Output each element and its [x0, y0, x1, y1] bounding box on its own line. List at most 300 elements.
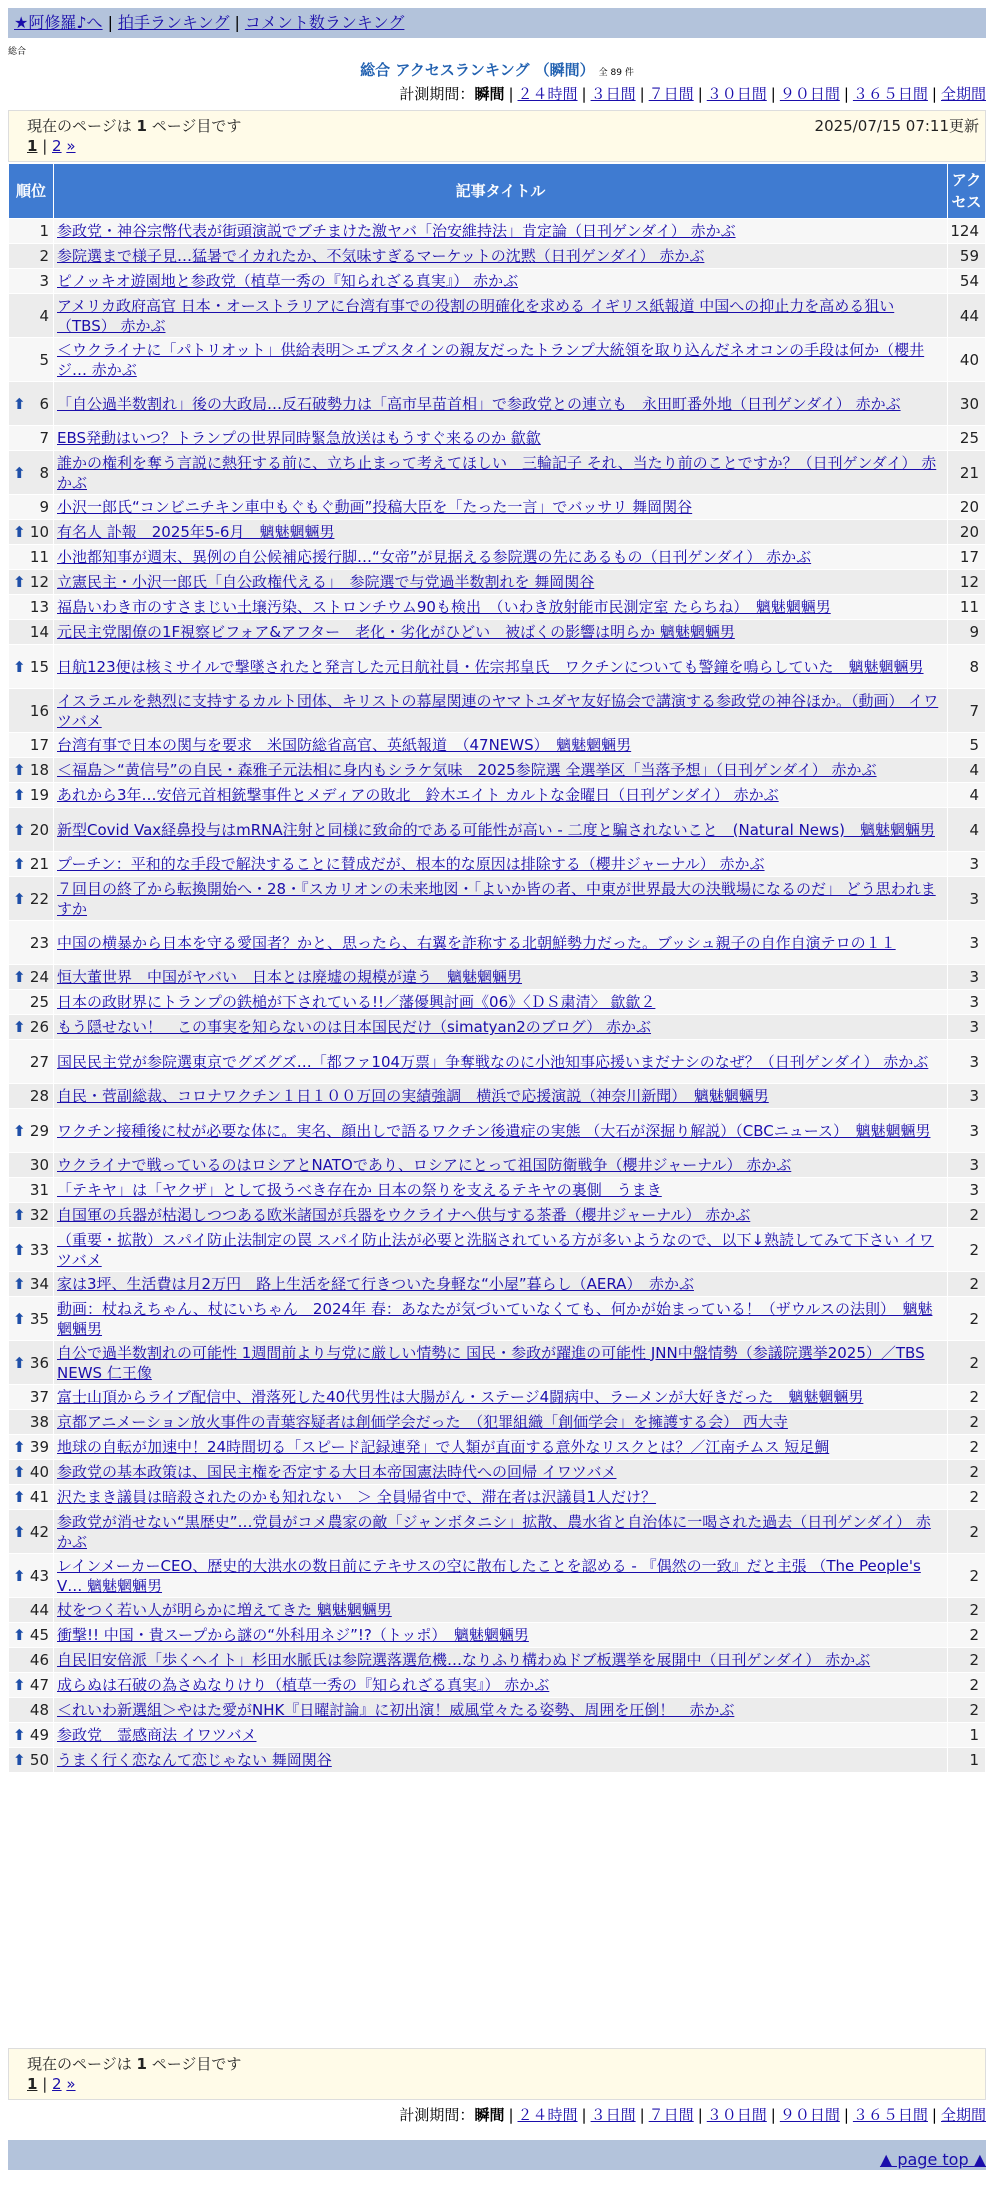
article-link[interactable]: 衝撃!! 中国・貴スープから謎の“外科用ネジ”!?（トッポ） 魑魅魍魎男: [57, 1626, 529, 1644]
period-link[interactable]: 全期間: [940, 85, 986, 103]
rank-cell: [9, 1385, 54, 1410]
article-link[interactable]: レインメーカーCEO、歴史的大洪水の数日前にテキサスの空に散布したことを認める - 『偶然の一致』だと主張 （The People's V… 魑魅魍魎男: [57, 1556, 921, 1595]
page-status-prefix: 現在のページは: [27, 2055, 137, 2073]
title-cell: [54, 1460, 948, 1485]
access-count: 20: [948, 520, 986, 545]
article-link[interactable]: 富士山頂からライブ配信中、滑落死した40代男性は大腸がん・ステージ4闘病中、ラーメンが大好きだった 魑魅魍魎男: [57, 1388, 864, 1406]
period-label: 計測期間：: [399, 85, 475, 103]
article-link[interactable]: アメリカ政府高官 日本・オーストラリアに台湾有事での役割の明確化を求める イギリス紙報道 中国への抑止力を高める狙い（TBS） 赤かぶ: [57, 296, 895, 335]
article-link[interactable]: 参院選まで様子見…猛暑でイカれたか、不気味すぎるマーケットの沈黙（日刊ゲンダイ） 赤かぶ: [57, 247, 705, 265]
col-title-header: 記事タイトル: [54, 164, 948, 219]
period-link[interactable]: ７日間: [648, 85, 694, 103]
title-cell: [54, 758, 948, 783]
rank-number: 44: [29, 1601, 49, 1619]
rank-number: 26: [29, 1018, 49, 1036]
article-link[interactable]: 自民・菅副総裁、コロナワクチン１日１００万回の実績強調 横浜で応援演説（神奈川新聞） 魑魅魍魎男: [57, 1087, 769, 1105]
rank-number: 1: [39, 222, 49, 240]
access-count: 11: [948, 595, 986, 620]
rank-number: 19: [29, 786, 49, 804]
table-row: [9, 545, 986, 570]
rank-up-arrow-icon: ⬆: [13, 1488, 26, 1506]
rank-up-arrow-icon: ⬆: [13, 523, 26, 541]
rank-cell: [9, 1598, 54, 1623]
access-count: 20: [948, 495, 986, 520]
pagination: [27, 137, 76, 155]
title-cell: [54, 495, 948, 520]
rank-cell: [9, 1673, 54, 1698]
rank-cell: [9, 877, 54, 921]
rank-number: 10: [29, 523, 49, 541]
title-cell: [54, 1485, 948, 1510]
article-link[interactable]: 京都アニメーション放火事件の青葉容疑者は創価学会だった （犯罪組織「創価学会」を擁護する会） 西大寺: [57, 1413, 788, 1431]
article-link[interactable]: 立憲民主・小沢一郎氏「自公政権代える」 参院選で与党過半数割れを 舞岡関谷: [57, 573, 595, 591]
rank-cell: [9, 1040, 54, 1084]
rank-cell: [9, 990, 54, 1015]
period-separator: |: [581, 85, 587, 103]
rank-number: 37: [29, 1388, 49, 1406]
pagination-separator: |: [37, 137, 53, 155]
article-link[interactable]: 家は3坪、生活費は月2万円 路上生活を経て行きついた身軽な“小屋”暮らし（AERA） 赤かぶ: [57, 1275, 694, 1293]
article-link[interactable]: 福島いわき市のすさまじい土壌汚染、ストロンチウム90も検出 （いわき放射能市民測定室 たらちね） 魑魅魍魎男: [57, 598, 831, 616]
table-row: [9, 990, 986, 1015]
rank-number: 12: [29, 573, 49, 591]
article-link[interactable]: ワクチン接種後に杖が必要な体に。実名、顔出しで語るワクチン後遺症の実態 （大石が深掘り解説）（CBCニュース） 魑魅魍魎男: [57, 1121, 931, 1140]
pagination-next[interactable]: »: [66, 137, 76, 155]
article-link[interactable]: ピノッキオ遊園地と参政党（植草一秀の『知られざる真実』） 赤かぶ: [57, 272, 519, 290]
rank-number: 24: [29, 968, 49, 986]
table-row: [9, 244, 986, 269]
rank-cell: [9, 382, 54, 426]
rank-number: 34: [29, 1275, 49, 1293]
article-link[interactable]: ７回目の終了から転換開始へ・28・『スカリオンの未来地図・「よいか皆の者、中東が世界最大の決戦場になるのだ」 どう思われますか: [57, 879, 936, 918]
article-link[interactable]: ＜福島＞“黄信号”の自民・森雅子元法相に身内もシラケ気味 2025参院選 全選挙区「当落予想」（日刊ゲンダイ） 赤かぶ: [57, 761, 877, 779]
rank-up-arrow-icon: ⬆: [13, 1206, 26, 1224]
title-cell: [54, 520, 948, 545]
title-cell: [54, 1040, 948, 1084]
period-link[interactable]: ９０日間: [779, 85, 840, 103]
table-row: [9, 1228, 986, 1272]
period-separator: |: [697, 85, 703, 103]
rank-cell: [9, 1084, 54, 1109]
rank-number: 36: [29, 1353, 49, 1372]
title-cell: [54, 244, 948, 269]
period-link[interactable]: ３０日間: [706, 2106, 767, 2124]
item-count: 全 89 件: [598, 68, 634, 78]
table-row: [9, 921, 986, 965]
rank-cell: [9, 620, 54, 645]
article-link[interactable]: 沢たまき議員は暗殺されたのかも知れない ＞ 全員帰省中で、滞在者は沢議員1人だけ？: [57, 1488, 657, 1506]
rank-number: 22: [29, 889, 49, 908]
period-link[interactable]: ２４時間: [517, 85, 578, 103]
access-count: 2: [948, 1673, 986, 1698]
rank-cell: [9, 1153, 54, 1178]
rank-cell: [9, 495, 54, 520]
page-status: [27, 2053, 241, 2074]
access-count: 17: [948, 545, 986, 570]
title-cell: [54, 1410, 948, 1435]
table-row: [9, 294, 986, 338]
rank-up-arrow-icon: ⬆: [13, 1676, 26, 1694]
article-link[interactable]: 国民民主党が参院選東京でグズグズ…「都ファ104万票」争奪戦なのに小池知事応援いまだナシのなぜ？（日刊ゲンダイ） 赤かぶ: [57, 1052, 929, 1071]
rank-cell: [9, 733, 54, 758]
rank-number: 16: [29, 701, 49, 720]
rank-up-arrow-icon: ⬆: [13, 1018, 26, 1036]
article-link[interactable]: 杖をつく若い人が明らかに増えてきた 魑魅魍魎男: [57, 1601, 392, 1619]
title-cell: [54, 1228, 948, 1272]
rank-number: 4: [39, 306, 49, 325]
title-cell: [54, 545, 948, 570]
table-row: [9, 1460, 986, 1485]
title-cell: [54, 595, 948, 620]
rank-up-arrow-icon: ⬆: [13, 1438, 26, 1456]
access-count: 1: [948, 1748, 986, 1773]
table-row: [9, 1203, 986, 1228]
access-count: 21: [948, 451, 986, 495]
table-row: [9, 1040, 986, 1084]
table-row: [9, 645, 986, 689]
access-count: 2: [948, 1203, 986, 1228]
rank-cell: [9, 1623, 54, 1648]
rank-cell: [9, 1228, 54, 1272]
table-row: [9, 1554, 986, 1598]
rank-number: 8: [39, 463, 49, 482]
rank-cell: [9, 520, 54, 545]
page-status: [27, 115, 241, 136]
title-cell: [54, 382, 948, 426]
article-link[interactable]: 参政党の基本政策は、国民主権を否定する大日本帝国憲法時代への回帰 イワツバメ: [57, 1463, 617, 1481]
pagination-next[interactable]: »: [66, 2075, 76, 2093]
article-link[interactable]: 日本の政財界にトランプの鉄槌が下されている!!／藩優興討画《06》〈ＤＳ粛清〉 歙歙２: [57, 993, 656, 1011]
rank-number: 21: [29, 855, 49, 873]
page-status-prefix: 現在のページは: [27, 117, 137, 135]
period-separator: |: [697, 2106, 703, 2124]
title-cell: [54, 1598, 948, 1623]
article-link[interactable]: 恒大董世界 中国がヤバい 日本とは廃墟の規模が違う 魑魅魍魎男: [57, 968, 523, 986]
access-count: 7: [948, 689, 986, 733]
table-row: [9, 1510, 986, 1554]
article-link[interactable]: 参政党が消せない“黒歴史”…党員がコメ農家の敵「ジャンボタニシ」拡散、農水省と自治体に一喝された過去（日刊ゲンダイ） 赤かぶ: [57, 1512, 931, 1551]
article-link[interactable]: もう隠せない！ この事実を知らないのは日本国民だけ（simatyan2のブログ） 赤かぶ: [57, 1018, 652, 1036]
updated-timestamp: 2025/07/15 07:11更新: [814, 117, 979, 135]
article-link[interactable]: あれから3年…安倍元首相銃撃事件とメディアの敗北 鈴木エイト カルトな金曜日（日刊ゲンダイ） 赤かぶ: [57, 786, 779, 804]
article-link[interactable]: 小池都知事が週末、異例の自公候補応援行脚…“女帝”が見据える参院選の先にあるもの（日刊ゲンダイ） 赤かぶ: [57, 548, 812, 566]
article-link[interactable]: 地球の自転が加速中！24時間切る「スピード記録連発」で人類が直面する意外なリスクとは？／江南チムス 短足鯛: [57, 1438, 830, 1456]
access-count: 3: [948, 965, 986, 990]
rank-cell: [9, 1748, 54, 1773]
title-cell: [54, 1272, 948, 1297]
access-count: 3: [948, 1015, 986, 1040]
access-count: 2: [948, 1510, 986, 1554]
rank-cell: [9, 294, 54, 338]
rank-cell: [9, 595, 54, 620]
period-separator: |: [931, 2106, 937, 2124]
comment-ranking-link[interactable]: コメント数ランキング: [244, 13, 405, 32]
clap-ranking-link[interactable]: 拍手ランキング: [117, 13, 230, 32]
period-current: 瞬間: [474, 85, 505, 103]
rank-up-arrow-icon: ⬆: [13, 394, 26, 413]
access-count: 2: [948, 1554, 986, 1598]
pagination-separator: |: [37, 2075, 53, 2093]
rank-cell: [9, 1015, 54, 1040]
access-count: 2: [948, 1297, 986, 1341]
rank-up-arrow-icon: ⬆: [13, 1240, 26, 1259]
article-link[interactable]: 有名人 訃報 2025年5-6月 魑魅魍魎男: [57, 523, 335, 541]
table-row: [9, 338, 986, 382]
page-title: [0, 60, 994, 83]
rank-up-arrow-icon: ⬆: [13, 1522, 26, 1541]
article-link[interactable]: 誰かの権利を奪う言説に熱狂する前に、立ち止まって考えてほしい 三輪記子 それ、当たり前のことですか？（日刊ゲンダイ） 赤かぶ: [57, 453, 937, 492]
article-link[interactable]: ウクライナで戦っているのはロシアとNATOであり、ロシアにとって祖国防衛戦争（櫻井ジャーナル） 赤かぶ: [57, 1156, 792, 1174]
access-count: 2: [948, 1460, 986, 1485]
title-cell: [54, 808, 948, 852]
access-count: 4: [948, 783, 986, 808]
table-row: [9, 852, 986, 877]
rank-cell: [9, 1341, 54, 1385]
rank-cell: [9, 570, 54, 595]
table-row: [9, 426, 986, 451]
table-row: [9, 1648, 986, 1673]
title-cell: [54, 1297, 948, 1341]
rank-up-arrow-icon: ⬆: [13, 1751, 26, 1769]
rank-up-arrow-icon: ⬆: [13, 968, 26, 986]
rank-number: 46: [29, 1651, 49, 1669]
rank-number: 42: [29, 1522, 49, 1541]
table-row: [9, 620, 986, 645]
pagination: [27, 2075, 76, 2093]
access-count: 9: [948, 620, 986, 645]
rank-number: 48: [29, 1701, 49, 1719]
title-cell: [54, 426, 948, 451]
table-row: [9, 451, 986, 495]
rank-cell: [9, 689, 54, 733]
rank-cell: [9, 426, 54, 451]
rank-number: 43: [29, 1566, 49, 1585]
period-link[interactable]: 全期間: [940, 2106, 986, 2124]
access-count: 3: [948, 1084, 986, 1109]
rank-cell: [9, 921, 54, 965]
access-count: 2: [948, 1410, 986, 1435]
article-link[interactable]: 「自公過半数割れ」後の大政局…反石破勢力は「高市早苗首相」で参政党との連立も 永田町番外地（日刊ゲンダイ） 赤かぶ: [57, 394, 901, 413]
rank-cell: [9, 758, 54, 783]
access-count: 3: [948, 990, 986, 1015]
table-row: [9, 1272, 986, 1297]
rank-number: 47: [29, 1676, 49, 1694]
table-row: [9, 1341, 986, 1385]
title-cell: [54, 1178, 948, 1203]
period-link[interactable]: ３０日間: [706, 85, 767, 103]
rank-number: 18: [29, 761, 49, 779]
title-cell: [54, 645, 948, 689]
title-cell: [54, 965, 948, 990]
rank-up-arrow-icon: ⬆: [13, 657, 26, 676]
rank-cell: [9, 338, 54, 382]
access-count: 4: [948, 758, 986, 783]
rank-cell: [9, 1297, 54, 1341]
rank-up-arrow-icon: ⬆: [13, 1726, 26, 1744]
access-count: 2: [948, 1385, 986, 1410]
period-link[interactable]: ２４時間: [517, 2106, 578, 2124]
table-row: [9, 520, 986, 545]
page-status-suffix: ページ目です: [146, 2055, 242, 2073]
table-row: [9, 269, 986, 294]
rank-number: 38: [29, 1413, 49, 1431]
title-cell: [54, 1648, 948, 1673]
rank-cell: [9, 808, 54, 852]
table-row: [9, 1410, 986, 1435]
article-link[interactable]: うまく行く恋なんて恋じゃない 舞岡関谷: [57, 1751, 332, 1769]
table-row: [9, 382, 986, 426]
nav-separator: |: [234, 13, 240, 32]
article-link[interactable]: 自公で過半数割れの可能性 1週間前より与党に厳しい情勢に 国民・参政が躍進の可能性 JNN中盤情勢（参議院選挙2025）／TBS NEWS 仁王像: [57, 1343, 925, 1382]
period-separator: |: [843, 85, 849, 103]
article-link[interactable]: 参政党・神谷宗幣代表が街頭演説でブチまけた激ヤバ「治安維持法」肯定論（日刊ゲンダイ） 赤かぶ: [57, 222, 736, 240]
access-count: 5: [948, 733, 986, 758]
rank-cell: [9, 545, 54, 570]
access-count: 3: [948, 852, 986, 877]
period-link[interactable]: ３６５日間: [852, 85, 928, 103]
article-link[interactable]: 日航123便は核ミサイルで撃墜されたと発言した元日航社員・佐宗邦皇氏 ワクチンについても警鐘を鳴らしていた 魑魅魍魎男: [57, 657, 924, 676]
article-link[interactable]: EBS発動はいつ？トランプの世界同時緊急放送はもうすぐ来るのか 歙歙: [57, 429, 541, 447]
page-top-link[interactable]: ▲ page top ▲: [879, 2150, 986, 2169]
rank-number: 50: [29, 1751, 49, 1769]
table-row: [9, 595, 986, 620]
article-link[interactable]: 小沢一郎氏“コンビニチキン車中もぐもぐ動画”投稿大臣を「たった一言」でバッサリ 舞岡関谷: [57, 498, 693, 516]
table-row: [9, 570, 986, 595]
period-link[interactable]: ３６５日間: [852, 2106, 928, 2124]
title-cell: [54, 1673, 948, 1698]
period-link[interactable]: ７日間: [648, 2106, 694, 2124]
rank-cell: [9, 965, 54, 990]
period-selector-top: [399, 84, 986, 104]
page-status-number: 1: [136, 117, 147, 135]
period-separator: |: [843, 2106, 849, 2124]
rank-number: 7: [39, 429, 49, 447]
article-link[interactable]: 「テキヤ」は「ヤクザ」として扱うべき存在か 日本の祭りを支えるテキヤの裏側 うまき: [57, 1181, 662, 1199]
title-cell: [54, 269, 948, 294]
title-cell: [54, 921, 948, 965]
period-separator: |: [931, 85, 937, 103]
article-link[interactable]: 新型Covid Vax経鼻投与はmRNA注射と同様に致命的である可能性が高い - 二度と騙されないこと (Natural News) 魑魅魍魎男: [57, 820, 935, 839]
rank-number: 2: [39, 247, 49, 265]
ranking-table-wrap: [8, 163, 986, 1773]
article-link[interactable]: （重要・拡散）スパイ防止法制定の罠 スパイ防止法が必要と洗脳されている方が多いようなので、以下↓熟読してみて下さい イワツバメ: [57, 1230, 934, 1269]
period-separator: |: [639, 2106, 645, 2124]
rank-number: 13: [29, 598, 49, 616]
period-separator: |: [508, 85, 514, 103]
page-status-number: 1: [136, 2055, 147, 2073]
rank-number: 35: [29, 1309, 49, 1328]
article-link[interactable]: 元民主党閣僚の1F視察ビフォア&アフター 老化・劣化がひどい 被ばくの影響は明らか 魑魅魍魎男: [57, 623, 735, 641]
top-nav-bar: [8, 8, 986, 38]
rank-number: 11: [29, 548, 49, 566]
access-count: 59: [948, 244, 986, 269]
article-link[interactable]: プーチン：平和的な手段で解決することに賛成だが、根本的な原因は排除する（櫻井ジャーナル） 赤かぶ: [57, 855, 765, 873]
rank-cell: [9, 219, 54, 244]
title-cell: [54, 1435, 948, 1460]
title-cell: [54, 338, 948, 382]
table-row: [9, 1485, 986, 1510]
table-row: [9, 1385, 986, 1410]
article-link[interactable]: 成らぬは石破の為さぬなりけり（植草一秀の『知られざる真実』） 赤かぶ: [57, 1676, 550, 1694]
access-count: 2: [948, 1485, 986, 1510]
rank-cell: [9, 1460, 54, 1485]
access-count: 3: [948, 921, 986, 965]
col-rank-header: 順位: [9, 164, 54, 219]
article-link[interactable]: 中国の横暴から日本を守る愛国者？かと、思ったら、右翼を詐称する北朝鮮勢力だった。ブッシュ親子の自作自演テロの１１: [57, 933, 896, 952]
rank-cell: [9, 1203, 54, 1228]
title-cell: [54, 1698, 948, 1723]
rank-number: 23: [29, 933, 49, 952]
table-row: [9, 1015, 986, 1040]
rank-cell: [9, 1109, 54, 1153]
rank-cell: [9, 1178, 54, 1203]
period-link[interactable]: ３日間: [590, 2106, 636, 2124]
rank-up-arrow-icon: ⬆: [13, 761, 26, 779]
period-link[interactable]: ３日間: [590, 85, 636, 103]
rank-number: 39: [29, 1438, 49, 1456]
title-cell: [54, 1385, 948, 1410]
rank-cell: [9, 1648, 54, 1673]
period-link[interactable]: ９０日間: [779, 2106, 840, 2124]
rank-number: 29: [29, 1121, 49, 1140]
rank-up-arrow-icon: ⬆: [13, 1121, 26, 1140]
pagination-link[interactable]: 2: [52, 137, 62, 155]
article-link[interactable]: 自民旧安倍派「歩くヘイト」杉田水脈氏は参院選落選危機…なりふり構わぬドブ板選挙を展開中（日刊ゲンダイ） 赤かぶ: [57, 1651, 871, 1669]
rank-up-arrow-icon: ⬆: [13, 820, 26, 839]
table-row: [9, 1723, 986, 1748]
table-row: [9, 1698, 986, 1723]
period-label: 計測期間：: [399, 2106, 475, 2124]
access-count: 2: [948, 1341, 986, 1385]
rank-up-arrow-icon: ⬆: [13, 1309, 26, 1328]
rank-cell: [9, 645, 54, 689]
rank-cell: [9, 1410, 54, 1435]
rank-number: 28: [29, 1087, 49, 1105]
access-count: 2: [948, 1623, 986, 1648]
title-cell: [54, 733, 948, 758]
period-separator: |: [639, 85, 645, 103]
article-link[interactable]: 動画：杖ねえちゃん、杖にいちゃん 2024年 春：あなたが気づいていなくても、何かが始まっている！（ザウルスの法則） 魑魅魍魎男: [57, 1299, 933, 1338]
rank-number: 33: [29, 1240, 49, 1259]
rank-number: 15: [29, 657, 49, 676]
table-row: [9, 1435, 986, 1460]
period-current: 瞬間: [474, 2106, 505, 2124]
title-cell: [54, 1748, 948, 1773]
period-separator: |: [581, 2106, 587, 2124]
article-link[interactable]: 自国軍の兵器が枯渇しつつある欧米諸国が兵器をウクライナへ供与する茶番（櫻井ジャーナル） 赤かぶ: [57, 1206, 751, 1224]
table-row: [9, 1673, 986, 1698]
rank-number: 14: [29, 623, 49, 641]
access-count: 3: [948, 1109, 986, 1153]
home-link[interactable]: ★阿修羅♪へ: [14, 13, 103, 32]
article-link[interactable]: ＜ウクライナに「パトリオット」供給表明＞エプスタインの親友だったトランプ大統領を取り込んだネオコンの手段は何か（櫻井ジ… 赤かぶ: [57, 340, 925, 379]
nav-separator: |: [107, 13, 113, 32]
access-count: 54: [948, 269, 986, 294]
article-link[interactable]: イスラエルを熱烈に支持するカルト団体、キリストの幕屋関連のヤマトユダヤ友好協会で講演する参政党の神谷ほか。（動画） イワツバメ: [57, 691, 939, 730]
table-row: [9, 1084, 986, 1109]
article-link[interactable]: ＜れいわ新選組＞やはた愛がNHK『日曜討論』に初出演！威風堂々たる姿勢、周囲を圧倒！ 赤かぶ: [57, 1701, 735, 1719]
rank-cell: [9, 1272, 54, 1297]
access-count: 124: [948, 219, 986, 244]
table-row: [9, 877, 986, 921]
page-title-text: 総合 アクセスランキング （瞬間）: [360, 61, 595, 79]
article-link[interactable]: 台湾有事で日本の関与を要求 米国防総省高官、英紙報道 （47NEWS） 魑魅魍魎男: [57, 736, 632, 754]
ranking-table: [8, 163, 986, 1773]
table-row: [9, 1297, 986, 1341]
article-link[interactable]: 参政党 霊感商法 イワツバメ: [57, 1726, 257, 1744]
pagination-link[interactable]: 2: [52, 2075, 62, 2093]
rank-up-arrow-icon: ⬆: [13, 463, 26, 482]
